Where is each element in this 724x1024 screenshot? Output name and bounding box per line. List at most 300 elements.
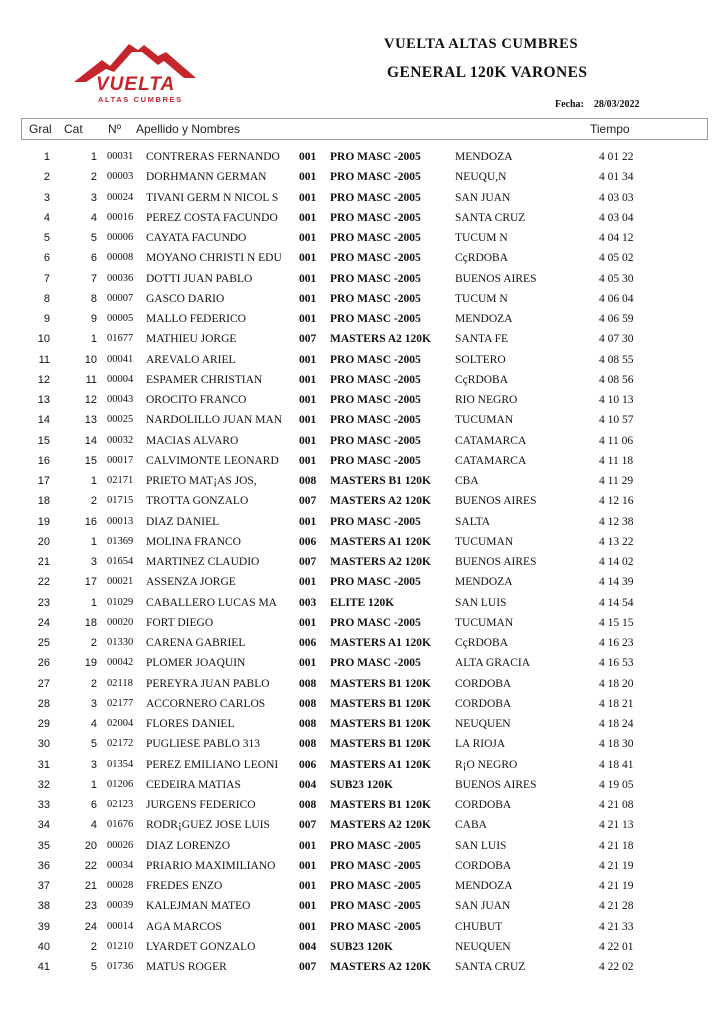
cell-city: SANTA FE [455,333,509,346]
cell-category-code: 001 [299,880,317,892]
cell-time: 4 19 05 [599,778,634,791]
table-row [0,309,724,329]
table-row [0,633,724,653]
table-row [0,410,724,430]
cell-gral: 8 [43,292,50,305]
cell-time: 4 08 56 [599,373,634,386]
cell-city: SALTA [455,515,491,528]
cell-name: FORT DIEGO [146,616,214,629]
cell-name: PRIARIO MAXIMILIANO [146,859,276,872]
cell-time: 4 22 02 [599,961,634,973]
cell-gral: 25 [37,637,50,649]
cell-name: OROCITO FRANCO [146,394,247,406]
table-row [0,694,724,714]
cell-city: SOLTERO [455,353,506,366]
cell-gral: 15 [37,434,50,447]
cell-city: SANTA CRUZ [455,961,526,973]
cell-name: PLOMER JOAQUIN [146,657,246,670]
cell-cat: 5 [90,961,97,973]
cell-city: CçRDOBA [455,637,509,649]
cell-category-code: 001 [299,252,317,265]
cell-city: CHUBUT [455,920,503,933]
table-row [0,552,724,572]
cell-category-name: PRO MASC -2005 [330,859,421,872]
cell-time: 4 05 30 [599,272,634,285]
cell-name: DOTTI JUAN PABLO [146,272,253,285]
cell-category-name: PRO MASC -2005 [330,616,421,629]
cell-gral: 20 [37,535,50,548]
cell-gral: 32 [37,778,50,791]
cell-category-name: MASTERS A1 120K [330,637,431,649]
cell-time: 4 12 16 [599,495,634,508]
results-table [0,147,724,977]
cell-num: 00025 [107,414,134,426]
cell-num: 00004 [107,373,134,385]
cell-gral: 16 [37,454,50,467]
table-row [0,188,724,208]
cell-category-code: 001 [299,657,317,670]
cell-category-name: PRO MASC -2005 [330,353,421,366]
cell-category-code: 008 [299,677,317,690]
cell-cat: 3 [90,191,97,204]
cell-gral: 2 [43,171,50,184]
cell-name: MOLINA FRANCO [146,535,241,548]
cell-gral: 38 [37,900,50,913]
cell-city: SAN LUIS [455,596,507,609]
cell-name: GASCO DARIO [146,292,225,305]
cell-gral: 28 [37,697,50,710]
cell-category-name: ELITE 120K [330,596,395,609]
cell-name: FLORES DANIEL [146,718,235,730]
cell-name: ASSENZA JORGE [146,576,236,589]
cell-num: 00016 [107,211,134,223]
cell-category-name: PRO MASC -2005 [330,151,421,163]
cell-num: 01369 [107,535,134,547]
table-row [0,329,724,349]
cell-name: AREVALO ARIEL [146,353,236,366]
cell-city: ALTA GRACIA [455,657,531,670]
cell-name: AGA MARCOS [146,920,222,933]
cell-category-name: PRO MASC -2005 [330,171,421,184]
cell-cat: 21 [84,880,97,892]
cell-category-name: MASTERS B1 120K [330,697,431,710]
cell-city: TUCUM N [455,232,508,244]
cell-num: 00024 [107,191,134,203]
cell-num: 00007 [107,292,134,304]
cell-city: CORDOBA [455,799,512,811]
cell-city: CABA [455,819,487,832]
cell-category-name: SUB23 120K [330,778,393,791]
cell-category-code: 006 [299,758,317,771]
cell-category-code: 008 [299,718,317,730]
cell-num: 02004 [107,718,134,729]
table-row [0,856,724,876]
cell-category-code: 001 [299,454,317,467]
cell-cat: 1 [90,596,97,609]
cell-time: 4 07 30 [599,333,634,346]
cell-category-name: PRO MASC -2005 [330,576,421,589]
cell-gral: 35 [37,839,50,852]
cell-num: 01029 [107,596,134,608]
cell-name: MOYANO CHRISTI N EDU [146,252,282,265]
table-row [0,248,724,268]
cell-gral: 36 [37,859,50,872]
cell-name: NARDOLILLO JUAN MAN [146,414,283,427]
cell-cat: 3 [90,556,97,568]
cell-category-code: 006 [299,535,317,548]
cell-city: MENDOZA [455,576,513,589]
cell-time: 4 16 23 [599,637,634,649]
cell-city: SANTA CRUZ [455,211,526,224]
cell-city: NEUQUEN [455,718,511,730]
table-row [0,917,724,937]
cell-category-name: PRO MASC -2005 [330,373,421,386]
table-row [0,957,724,977]
cell-cat: 24 [84,920,97,933]
cell-cat: 16 [84,515,97,528]
cell-gral: 30 [37,738,50,751]
cell-name: FREDES ENZO [146,880,223,892]
cell-cat: 8 [90,292,97,305]
table-row [0,269,724,289]
cell-name: CONTRERAS FERNANDO [146,151,280,163]
cell-num: 00041 [107,353,134,365]
cell-city: CATAMARCA [455,454,527,467]
cell-category-code: 001 [299,900,317,913]
cell-category-name: MASTERS A1 120K [330,535,431,548]
cell-cat: 1 [90,151,97,163]
cell-category-code: 001 [299,232,317,244]
cell-category-code: 001 [299,394,317,406]
cell-time: 4 11 06 [599,434,634,447]
cell-category-code: 004 [299,778,317,791]
cell-cat: 2 [90,171,97,184]
cell-city: CORDOBA [455,859,512,872]
cell-name: PEREZ EMILIANO LEONI [146,758,279,771]
cell-category-code: 008 [299,799,317,811]
cell-gral: 27 [37,677,50,690]
cell-gral: 14 [37,414,50,427]
cell-num: 00034 [107,859,134,871]
cell-city: SAN JUAN [455,191,511,204]
cell-name: CABALLERO LUCAS MA [146,596,277,609]
cell-num: 01210 [107,940,134,952]
cell-time: 4 21 13 [599,819,634,832]
cell-category-name: PRO MASC -2005 [330,272,421,285]
cell-num: 01330 [107,637,134,648]
table-row [0,147,724,167]
table-row [0,471,724,491]
cell-category-code: 007 [299,961,317,973]
cell-time: 4 16 53 [599,657,634,670]
cell-num: 00005 [107,313,134,324]
cell-name: CAYATA FACUNDO [146,232,247,244]
cell-category-name: PRO MASC -2005 [330,657,421,670]
table-row [0,370,724,390]
cell-time: 4 01 22 [599,151,634,163]
cell-gral: 21 [37,556,50,568]
cell-category-name: MASTERS A2 120K [330,819,431,832]
cell-cat: 23 [84,900,97,913]
cell-category-name: PRO MASC -2005 [330,414,421,427]
table-row [0,653,724,673]
cell-time: 4 14 54 [599,596,634,609]
cell-category-name: MASTERS B1 120K [330,475,431,487]
table-row [0,572,724,592]
col-header-time: Tiempo [590,122,630,136]
cell-city: BUENOS AIRES [455,495,537,508]
cell-category-name: PRO MASC -2005 [330,292,421,305]
cell-time: 4 18 24 [599,718,634,730]
cell-city: TUCUMAN [455,616,514,629]
cell-num: 00036 [107,272,134,284]
table-row [0,674,724,694]
cell-category-code: 001 [299,576,317,589]
cell-name: DORHMANN GERMAN [146,171,267,184]
cell-name: MARTINEZ CLAUDIO [146,556,260,568]
cell-name: DIAZ DANIEL [146,515,220,528]
cell-num: 02177 [107,697,134,709]
table-row [0,775,724,795]
cell-num: 01354 [107,758,134,770]
cell-category-name: PRO MASC -2005 [330,515,421,528]
date-label: Fecha: [555,99,584,110]
cell-gral: 11 [38,353,50,366]
table-row [0,714,724,734]
cell-category-code: 001 [299,292,317,305]
cell-gral: 41 [37,961,50,973]
cell-time: 4 14 39 [599,576,634,589]
cell-name: LYARDET GONZALO [146,940,256,953]
table-row [0,937,724,957]
cell-time: 4 21 08 [599,799,634,811]
cell-num: 00003 [107,171,134,183]
cell-gral: 7 [43,272,50,285]
cell-name: PEREYRA JUAN PABLO [146,677,270,690]
cell-category-code: 001 [299,373,317,386]
cell-gral: 19 [37,515,50,528]
cell-num: 02172 [107,738,134,750]
cell-category-code: 007 [299,819,317,832]
cell-gral: 22 [37,576,50,589]
cell-name: TROTTA GONZALO [146,495,249,508]
cell-category-code: 001 [299,151,317,163]
cell-num: 00020 [107,616,134,628]
cell-category-name: SUB23 120K [330,940,393,953]
cell-num: 02171 [107,475,134,486]
cell-time: 4 13 22 [599,535,634,548]
cell-category-code: 004 [299,940,317,953]
cell-name: MALLO FEDERICO [146,313,246,325]
cell-category-name: PRO MASC -2005 [330,434,421,447]
cell-category-code: 006 [299,637,317,649]
classification-title: GENERAL 120K VARONES [387,64,588,81]
cell-time: 4 06 59 [599,313,634,325]
cell-num: 00039 [107,900,134,912]
cell-cat: 13 [84,414,97,427]
cell-cat: 10 [84,353,97,366]
cell-city: CORDOBA [455,697,512,710]
cell-gral: 24 [37,616,50,629]
cell-gral: 29 [37,718,50,730]
cell-num: 00026 [107,839,134,851]
cell-name: KALEJMAN MATEO [146,900,251,913]
cell-city: BUENOS AIRES [455,272,537,285]
table-row [0,896,724,916]
cell-gral: 9 [43,313,50,325]
cell-category-name: PRO MASC -2005 [330,880,421,892]
cell-cat: 22 [84,859,97,872]
cell-name: TIVANI GERM N NICOL S [146,191,279,204]
cell-city: CBA [455,475,479,487]
table-row [0,512,724,532]
cell-city: TUCUM N [455,292,508,305]
cell-category-name: PRO MASC -2005 [330,394,421,406]
cell-time: 4 10 57 [599,414,634,427]
cell-category-code: 001 [299,434,317,447]
cell-cat: 7 [90,272,97,285]
cell-gral: 13 [37,394,50,406]
cell-cat: 19 [84,657,97,670]
cell-time: 4 03 04 [599,211,634,224]
cell-name: ACCORNERO CARLOS [146,697,266,710]
cell-num: 00017 [107,454,134,466]
cell-time: 4 18 21 [599,697,634,710]
cell-num: 00028 [107,880,134,891]
cell-category-name: PRO MASC -2005 [330,232,421,244]
cell-num: 00031 [107,151,134,162]
cell-cat: 11 [85,373,97,386]
cell-name: PUGLIESE PABLO 313 [146,738,260,751]
cell-category-name: MASTERS A2 120K [330,333,431,346]
cell-num: 00006 [107,232,134,243]
cell-name: DIAZ LORENZO [146,839,230,852]
table-row [0,451,724,471]
cell-time: 4 01 34 [599,171,634,184]
cell-num: 00014 [107,920,134,932]
cell-name: PRIETO MAT¡AS JOS, [146,475,257,487]
table-row [0,876,724,896]
logo-subtitle: ALTAS CUMBRES [98,95,183,104]
table-row [0,431,724,451]
cell-category-code: 001 [299,859,317,872]
cell-cat: 14 [84,434,97,447]
cell-num: 01206 [107,778,134,790]
cell-city: SAN LUIS [455,839,507,852]
cell-cat: 5 [90,738,97,751]
cell-category-code: 001 [299,211,317,224]
cell-cat: 4 [90,211,97,224]
cell-category-name: MASTERS B1 120K [330,738,431,751]
cell-category-code: 007 [299,495,317,508]
cell-time: 4 08 55 [599,353,634,366]
table-row [0,228,724,248]
cell-num: 01654 [107,556,134,567]
cell-category-code: 001 [299,272,317,285]
cell-category-name: PRO MASC -2005 [330,454,421,467]
cell-time: 4 03 03 [599,191,634,204]
date-value: 28/03/2022 [593,99,640,110]
cell-city: NEUQU,N [455,171,507,184]
cell-cat: 17 [84,576,97,589]
cell-city: MENDOZA [455,313,513,325]
cell-gral: 1 [43,151,50,163]
cell-num: 01715 [107,495,134,507]
cell-name: JURGENS FEDERICO [146,799,256,811]
cell-city: BUENOS AIRES [455,556,537,568]
table-row [0,836,724,856]
cell-city: CçRDOBA [455,252,509,265]
cell-category-name: MASTERS B1 120K [330,799,431,811]
cell-time: 4 21 28 [599,900,634,913]
cell-city: CORDOBA [455,677,512,690]
cell-cat: 9 [90,313,97,325]
cell-category-name: PRO MASC -2005 [330,211,421,224]
cell-time: 4 18 41 [599,758,634,771]
cell-cat: 4 [90,819,97,832]
cell-category-code: 001 [299,616,317,629]
cell-name: ESPAMER CHRISTIAN [146,373,263,386]
cell-category-name: MASTERS B1 120K [330,677,431,690]
cell-cat: 2 [90,677,97,690]
cell-category-code: 001 [299,171,317,184]
cell-num: 00043 [107,394,134,405]
table-row [0,795,724,815]
cell-gral: 33 [37,799,50,811]
table-row [0,532,724,552]
cell-city: SAN JUAN [455,900,511,913]
cell-gral: 39 [37,920,50,933]
cell-num: 01676 [107,819,134,831]
date-line [555,99,639,110]
race-title: VUELTA ALTAS CUMBRES [384,36,579,52]
cell-category-code: 008 [299,475,317,487]
cell-time: 4 22 01 [599,940,634,953]
cell-category-code: 001 [299,191,317,204]
col-header-name: Apellido y Nombres [136,122,241,136]
table-row [0,815,724,835]
cell-gral: 37 [37,880,50,892]
cell-category-code: 001 [299,839,317,852]
cell-num: 01736 [107,961,134,972]
cell-category-code: 007 [299,556,317,568]
cell-city: R¡O NEGRO [455,758,518,771]
cell-time: 4 21 19 [599,859,634,872]
cell-name: MACIAS ALVARO [146,434,239,447]
cell-cat: 1 [90,535,97,548]
cell-city: MENDOZA [455,151,513,163]
cell-category-name: PRO MASC -2005 [330,191,421,204]
cell-cat: 20 [84,839,97,852]
cell-cat: 18 [84,616,97,629]
cell-city: RIO NEGRO [455,394,518,406]
cell-name: CEDEIRA MATIAS [146,778,241,791]
table-row [0,755,724,775]
cell-city: MENDOZA [455,880,513,892]
cell-name: RODR¡GUEZ JOSE LUIS [146,819,270,832]
cell-cat: 1 [90,778,97,791]
cell-category-name: PRO MASC -2005 [330,900,421,913]
cell-gral: 12 [37,373,50,386]
col-header-gral: Gral [29,122,52,136]
cell-num: 00042 [107,657,134,669]
cell-time: 4 14 02 [599,556,634,568]
cell-gral: 4 [43,211,50,224]
cell-gral: 40 [37,940,50,953]
cell-gral: 17 [37,475,50,487]
cell-time: 4 21 19 [599,880,634,892]
table-header [21,118,708,140]
